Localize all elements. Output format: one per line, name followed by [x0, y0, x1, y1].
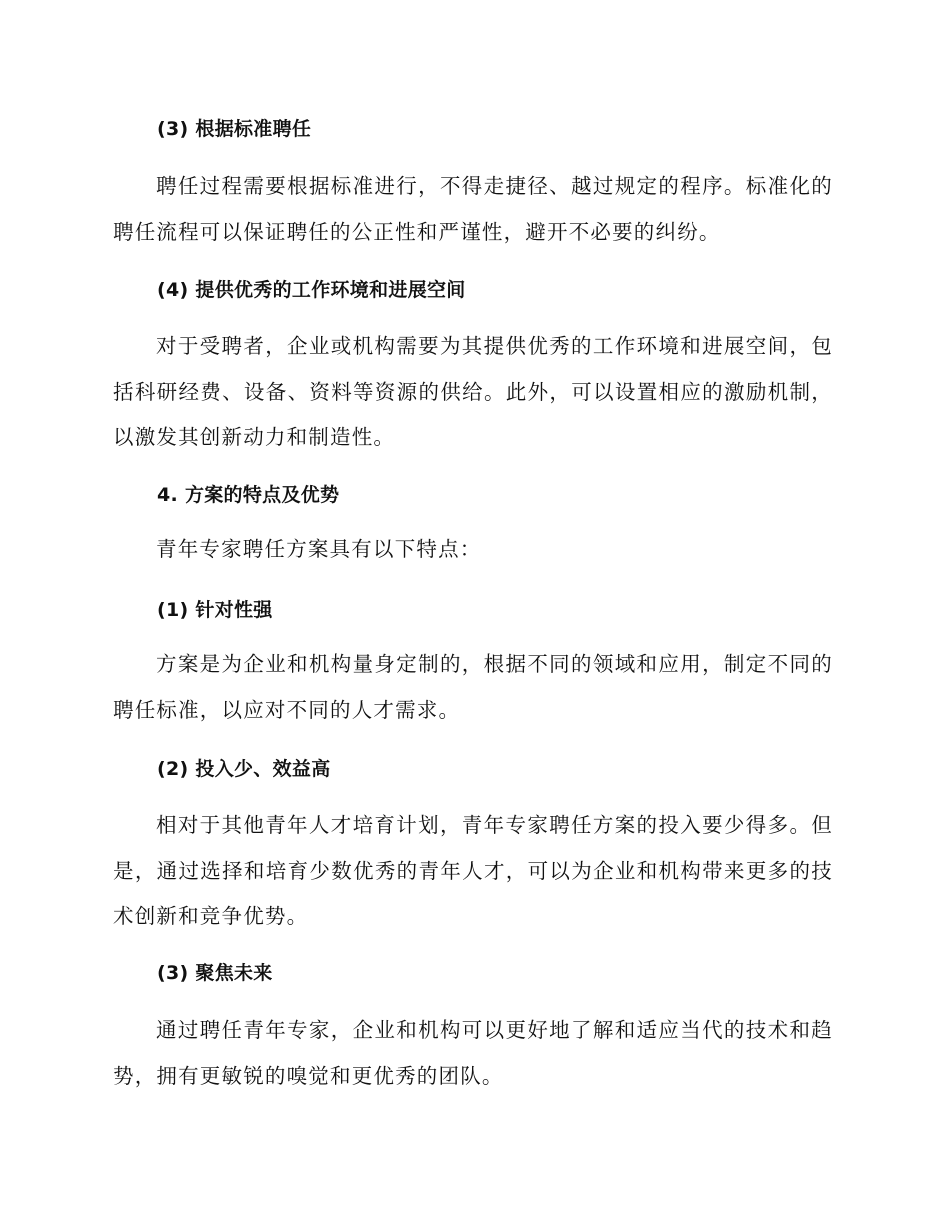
section-heading: (2) 投入少、效益高: [157, 758, 331, 780]
body-paragraph: 通过聘任青年专家，企业和机构可以更好地了解和适应当代的技术和趋势，拥有更敏锐的嗅觉和更优秀的团队。: [113, 1018, 833, 1088]
section-heading: (1) 针对性强: [157, 599, 273, 621]
body-paragraph: 方案是为企业和机构量身定制的，根据不同的领域和应用，制定不同的聘任标准，以应对不同的人才需求。: [113, 652, 833, 722]
body-paragraph: 对于受聘者，企业或机构需要为其提供优秀的工作环境和进展空间，包括科研经费、设备、资料等资源的供给。此外，可以设置相应的激励机制，以激发其创新动力和制造性。: [113, 334, 833, 449]
section-heading: 4. 方案的特点及优势: [157, 484, 340, 506]
body-paragraph: 聘任过程需要根据标准进行，不得走捷径、越过规定的程序。标准化的聘任流程可以保证聘任的公正性和严谨性，避开不必要的纠纷。: [113, 174, 833, 244]
body-paragraph: 青年专家聘任方案具有以下特点：: [156, 537, 482, 561]
section-heading: (3) 根据标准聘任: [157, 118, 312, 140]
section-heading: (4) 提供优秀的工作环境和进展空间: [157, 279, 466, 301]
body-paragraph: 相对于其他青年人才培育计划，青年专家聘任方案的投入要少得多。但是，通过选择和培育少数优秀的青年人才，可以为企业和机构带来更多的技术创新和竞争优势。: [113, 813, 833, 928]
section-heading: (3) 聚焦未来: [157, 962, 273, 984]
